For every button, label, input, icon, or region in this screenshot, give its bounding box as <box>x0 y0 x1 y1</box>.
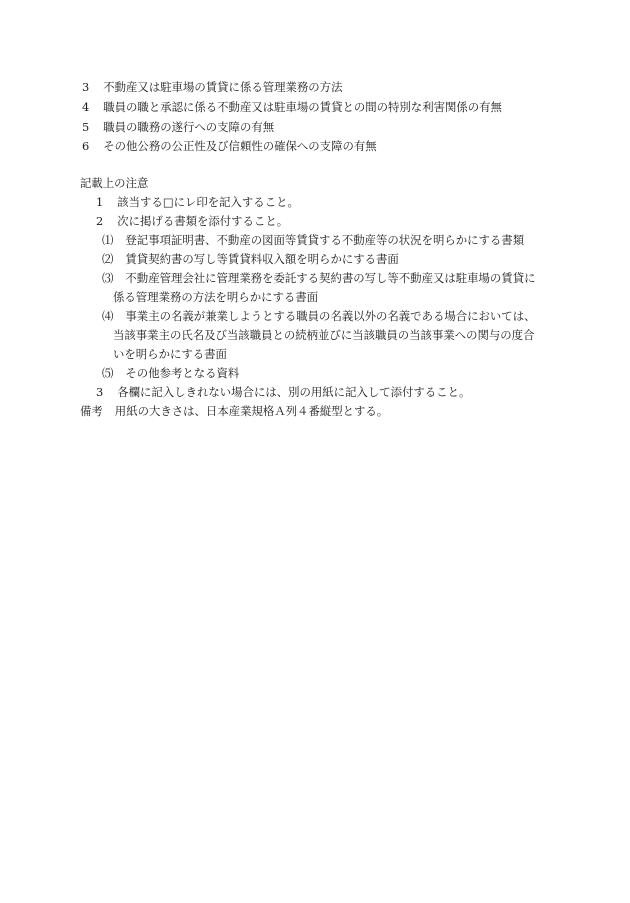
sub-text-continued: 当該事業主の氏名及び当該職員との続柄並びに当該職員の当該事業への関与の度合 <box>113 328 535 342</box>
item-text: 職員の職務の遂行への支障の有無 <box>103 120 275 134</box>
note-item <box>96 213 288 229</box>
list-item <box>82 99 502 115</box>
item-text: 不動産又は駐車場の賃貸に係る管理業務の方法 <box>103 80 343 94</box>
item-number: 3 <box>82 80 90 94</box>
sub-text-continued: いを明らかにする書面 <box>113 347 227 361</box>
sub-item <box>102 270 535 286</box>
sub-number: ⑵ <box>102 252 114 266</box>
list-item <box>82 79 342 95</box>
note-number: 2 <box>96 214 104 228</box>
sub-text: 登記事項証明書、不動産の図面等賃貸する不動産等の状況を明らかにする書類 <box>125 233 525 247</box>
note-text: 該当する□にレ印を記入すること。 <box>117 195 299 209</box>
item-number: 6 <box>82 139 90 153</box>
sub-item <box>102 251 399 267</box>
sub-text-continued: 係る管理業務の方法を明らかにする書面 <box>113 290 319 304</box>
sub-item <box>102 365 239 381</box>
sub-text: 事業主の名義が兼業しようとする職員の名義以外の名義である場合においては、 <box>125 309 536 323</box>
note-item <box>96 194 299 210</box>
note-number: 3 <box>96 385 104 399</box>
item-number: 5 <box>82 120 90 134</box>
remark-text: 用紙の大きさは、日本産業規格Ａ列４番縦型とする。 <box>114 404 389 418</box>
sub-number: ⑴ <box>102 233 114 247</box>
note-text: 各欄に記入しきれない場合には、別の用紙に記入して添付すること。 <box>117 385 471 399</box>
sub-number: ⑷ <box>102 309 114 323</box>
item-text: その他公務の公正性及び信頼性の確保への支障の有無 <box>103 139 377 153</box>
item-number: 4 <box>82 100 90 114</box>
sub-item <box>102 308 535 324</box>
sub-text: その他参考となる資料 <box>125 366 240 380</box>
remark <box>80 403 388 419</box>
sub-item <box>102 232 524 248</box>
item-text: 職員の職と承認に係る不動産又は駐車場の賃貸との間の特別な利害関係の有無 <box>103 100 502 114</box>
list-item <box>82 138 377 154</box>
note-number: 1 <box>96 195 104 209</box>
sub-text: 賃貸契約書の写し等賃貸料収入額を明らかにする書面 <box>125 252 399 266</box>
sub-text: 不動産管理会社に管理業務を委託する契約書の写し等不動産又は駐車場の賃貸に <box>125 271 536 285</box>
note-item <box>96 384 470 400</box>
note-text: 次に掲げる書類を添付すること。 <box>117 214 289 228</box>
list-item <box>82 119 274 135</box>
remark-label: 備考 <box>80 404 103 418</box>
notes-heading: 記載上の注意 <box>80 176 149 190</box>
sub-number: ⑸ <box>102 366 114 380</box>
sub-number: ⑶ <box>102 271 114 285</box>
